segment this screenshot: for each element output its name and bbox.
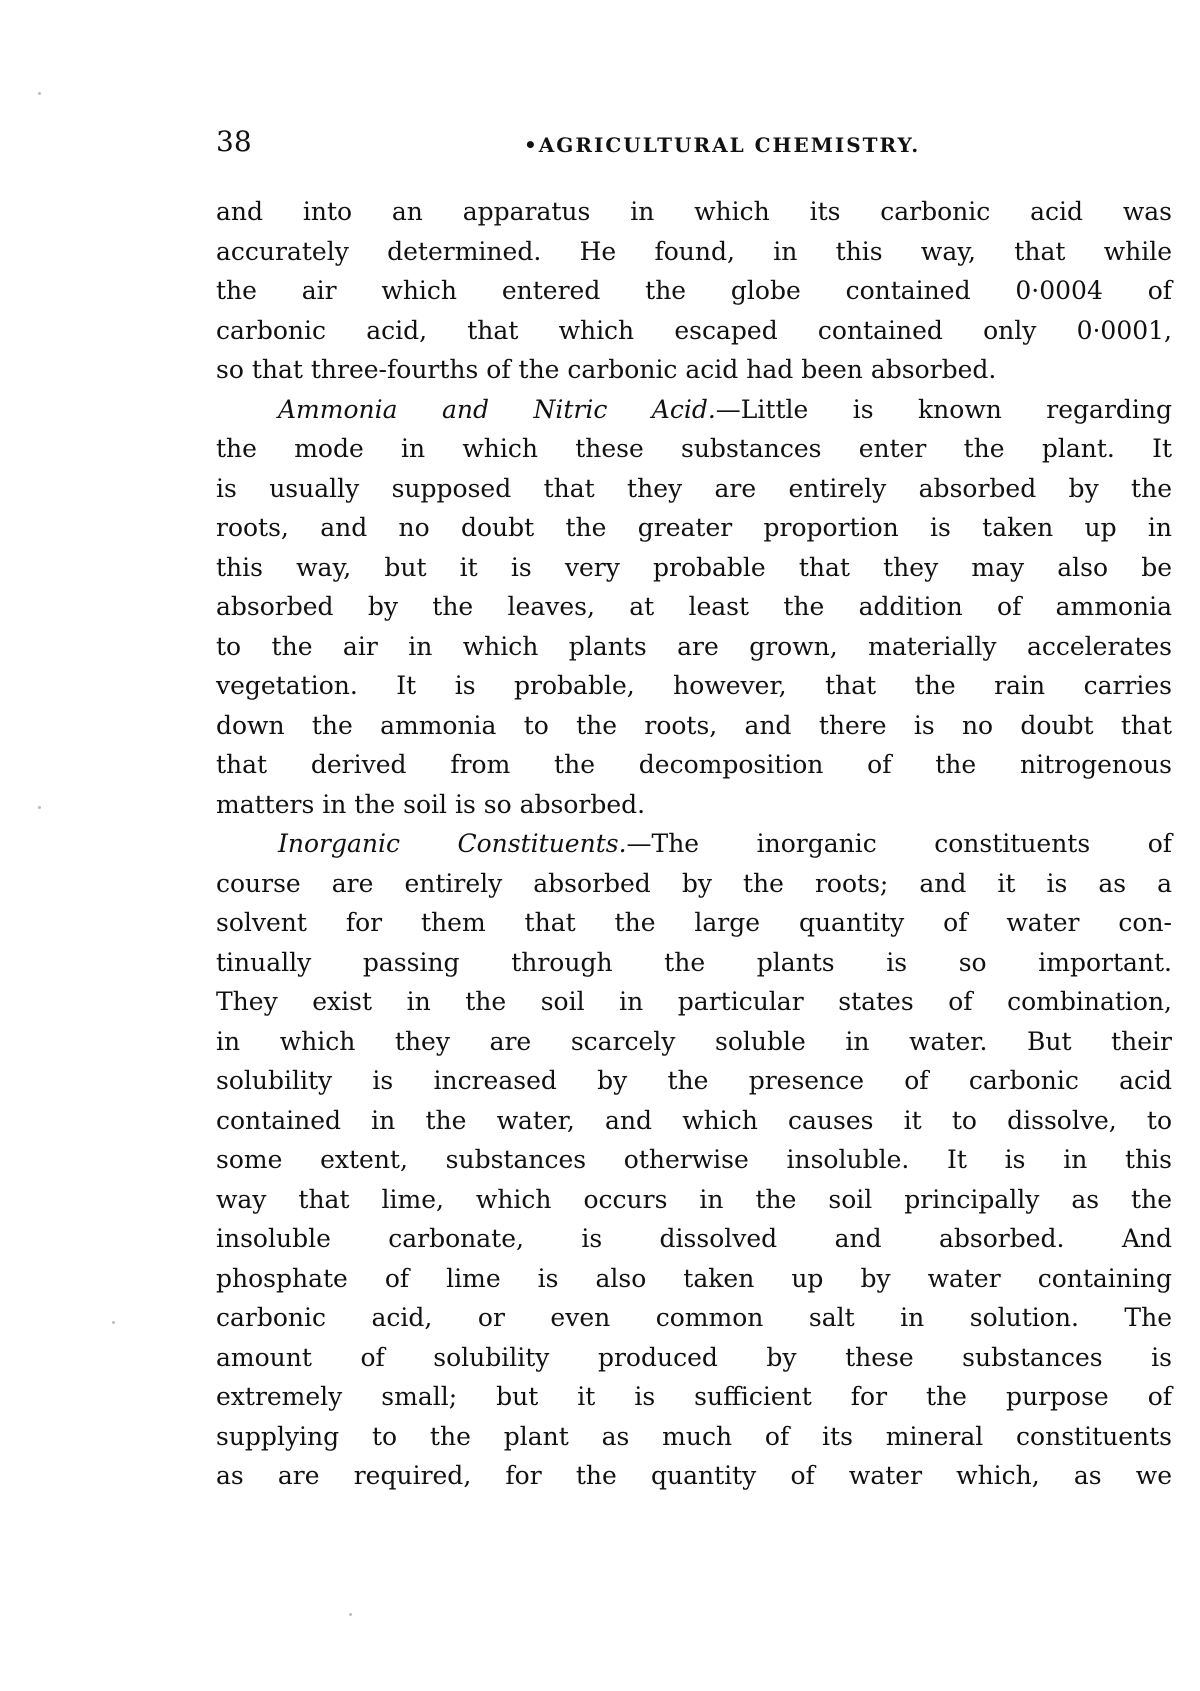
- page-number: 38: [216, 125, 252, 158]
- text-line: some extent, substances otherwise insoluble. It is in this: [216, 1145, 1172, 1174]
- text-line: vegetation. It is probable, however, that the rain carries: [216, 671, 1172, 700]
- text-line: carbonic acid, that which escaped contained only 0·0001,: [216, 315, 1172, 345]
- text-line: insoluble carbonate, is dissolved and absorbed. And: [216, 1224, 1172, 1253]
- text-line: tinually passing through the plants is so important.: [216, 947, 1172, 977]
- text-line: matters in the soil is so absorbed.: [216, 789, 646, 819]
- text-line: solvent for them that the large quantity of water con-: [216, 908, 1172, 937]
- text-line: contained in the water, and which causes it to dissolve, to: [216, 1105, 1172, 1135]
- text-line: accurately determined. He found, in this way, that while: [216, 236, 1172, 266]
- text-line: roots, and no doubt the greater proportion is taken up in: [216, 513, 1172, 542]
- scan-speck: [38, 92, 41, 95]
- text-line: They exist in the soil in particular states of combination,: [216, 987, 1172, 1016]
- text-line: absorbed by the leaves, at least the addition of ammonia: [216, 592, 1172, 621]
- scan-speck: [349, 1613, 352, 1616]
- text-line: so that three-fourths of the carbonic acid had been absorbed.: [216, 355, 997, 384]
- text-line: is usually supposed that they are entirely absorbed by the: [216, 473, 1172, 503]
- text-line: extremely small; but it is sufficient for the purpose of: [216, 1382, 1172, 1411]
- text-run: —Little is known regarding: [715, 394, 1172, 424]
- text-line: amount of solubility produced by these substances is: [216, 1342, 1172, 1372]
- text-run: —The inorganic constituents of: [626, 829, 1173, 858]
- section-heading-ammonia: Ammonia and Nitric Acid.: [278, 394, 716, 424]
- text-line: to the air in which plants are grown, materially accelerates: [216, 631, 1172, 661]
- text-line: phosphate of lime is also taken up by water containing: [216, 1263, 1172, 1293]
- text-line: the air which entered the globe contained 0·0004 of: [216, 276, 1172, 305]
- paragraph-first-line: [216, 390, 1172, 430]
- scan-speck: [112, 1321, 115, 1324]
- paragraph-first-line: [216, 824, 1172, 864]
- text-line: and into an apparatus in which its carbonic acid was: [216, 197, 1172, 226]
- text-line: this way, but it is very probable that they may also be: [216, 552, 1172, 582]
- text-line: in which they are scarcely soluble in water. But their: [216, 1026, 1172, 1056]
- running-title: •AGRICULTURAL CHEMISTRY.: [524, 133, 921, 157]
- section-heading-inorganic: Inorganic Constituents.: [278, 829, 627, 858]
- body-text: [216, 192, 1172, 1496]
- text-line: supplying to the plant as much of its mineral constituents: [216, 1421, 1172, 1451]
- text-line: carbonic acid, or even common salt in solution. The: [216, 1303, 1172, 1332]
- text-line: solubility is increased by the presence of carbonic acid: [216, 1066, 1172, 1095]
- scan-speck: [38, 806, 41, 809]
- text-line: down the ammonia to the roots, and there is no doubt that: [216, 710, 1172, 740]
- text-line: as are required, for the quantity of water which, as we: [216, 1461, 1172, 1490]
- running-head: [216, 124, 1176, 164]
- text-line: course are entirely absorbed by the roots; and it is as a: [216, 868, 1172, 898]
- text-line: that derived from the decomposition of the nitrogenous: [216, 750, 1172, 779]
- text-line: the mode in which these substances enter the plant. It: [216, 434, 1172, 463]
- text-line: way that lime, which occurs in the soil principally as the: [216, 1184, 1172, 1214]
